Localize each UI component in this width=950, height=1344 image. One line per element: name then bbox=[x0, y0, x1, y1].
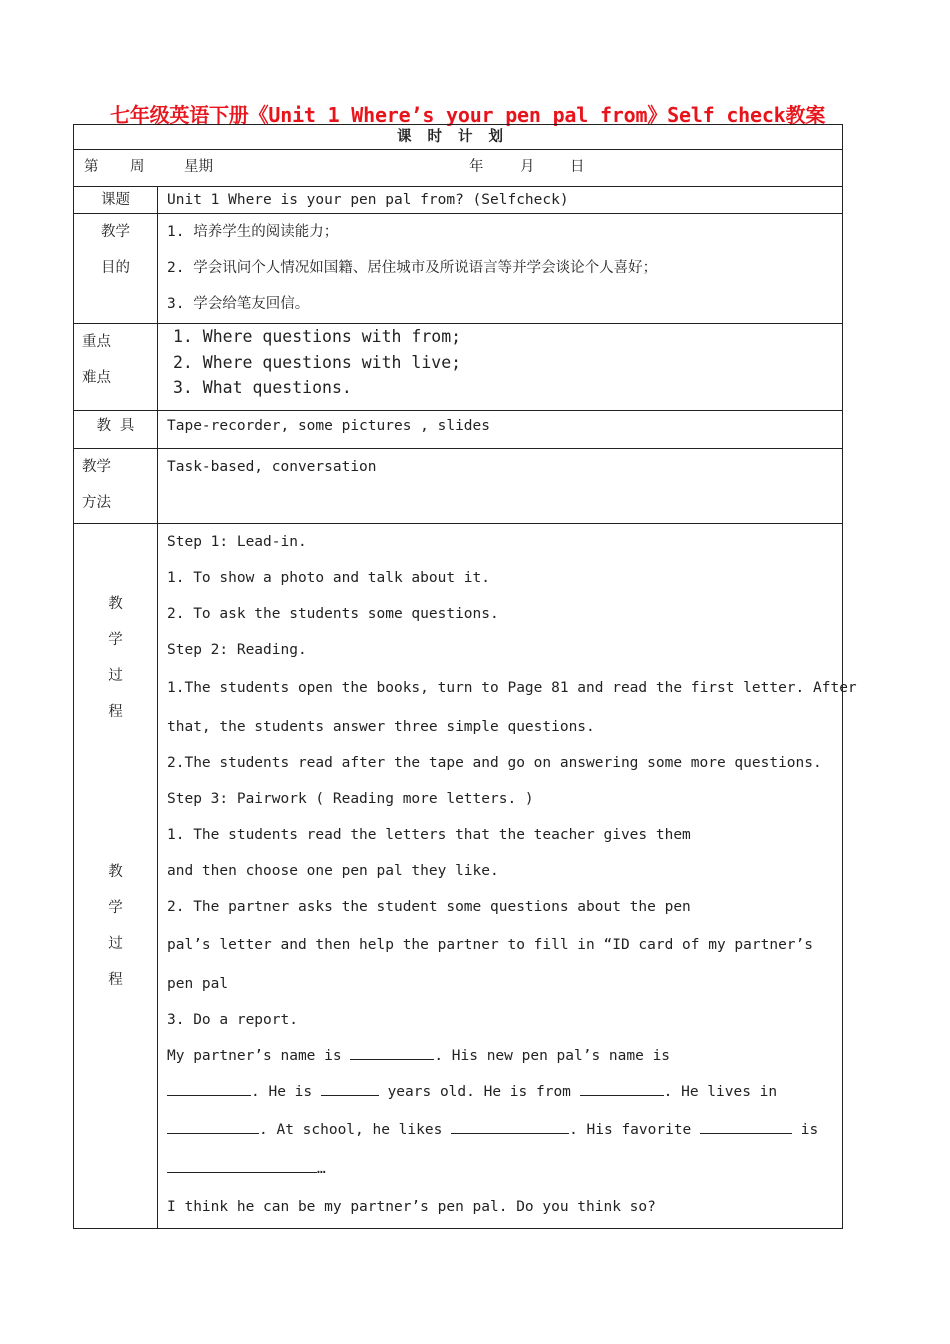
key-point-item: 3. What questions. bbox=[173, 378, 352, 397]
process-line: Step 2: Reading. bbox=[167, 642, 307, 658]
fill-blank bbox=[167, 1081, 251, 1096]
tools-value: Tape-recorder, some pictures , slides bbox=[158, 411, 843, 449]
date-year: 年 bbox=[469, 159, 484, 175]
report-line-2: . He is years old. He is from . He lives in bbox=[167, 1074, 842, 1110]
header-row bbox=[74, 125, 843, 150]
key-points-row bbox=[74, 324, 843, 411]
key-points-label-2: 难点 bbox=[82, 370, 111, 386]
topic-label: 课题 bbox=[74, 187, 158, 214]
process-line: pal’s letter and then help the partner to fill in “ID card of my partner’s bbox=[167, 937, 814, 953]
tools-label: 教 具 bbox=[74, 411, 158, 449]
objectives-label-2: 目的 bbox=[101, 260, 130, 276]
week-zhou: 周 bbox=[130, 159, 145, 175]
tools-row bbox=[74, 411, 843, 449]
process-label-char: 过 bbox=[108, 668, 123, 684]
week-xingqi: 星期 bbox=[184, 159, 213, 175]
objective-item: 1. 培养学生的阅读能力； bbox=[167, 224, 339, 240]
objectives-row bbox=[74, 214, 843, 324]
process-line: 1. To show a photo and talk about it. bbox=[167, 570, 491, 586]
process-line: 2. To ask the students some questions. bbox=[167, 606, 499, 622]
fill-blank bbox=[167, 1119, 259, 1134]
topic-value: Unit 1 Where is your pen pal from? (Selfcheck) bbox=[158, 187, 843, 214]
process-label-char: 过 bbox=[108, 936, 123, 952]
table-header: 课时计划 bbox=[74, 125, 843, 150]
fill-blank bbox=[321, 1081, 379, 1096]
process-line: 2. The partner asks the student some questions about the pen bbox=[167, 899, 691, 915]
report-line-1: My partner’s name is . His new pen pal’s name is bbox=[167, 1038, 842, 1074]
objective-item: 3. 学会给笔友回信。 bbox=[167, 296, 310, 312]
process-line: 1.The students open the books, turn to Page 81 and read the first letter. After bbox=[167, 680, 857, 696]
process-label-char: 程 bbox=[108, 704, 123, 720]
process-label-char: 程 bbox=[108, 972, 123, 988]
report-line-4: … bbox=[167, 1151, 842, 1187]
process-line: pen pal bbox=[167, 976, 229, 992]
fill-blank bbox=[700, 1119, 792, 1134]
report-line-3: . At school, he likes . His favorite is bbox=[167, 1110, 842, 1151]
method-row bbox=[74, 449, 843, 524]
fill-blank bbox=[580, 1081, 664, 1096]
objective-item: 2. 学会讯问个人情况如国籍、居住城市及所说语言等并学会谈论个人喜好； bbox=[167, 260, 658, 276]
process-row bbox=[74, 524, 843, 1229]
objectives-label-1: 教学 bbox=[101, 224, 130, 240]
process-label-char: 学 bbox=[108, 900, 123, 916]
date-month: 月 bbox=[520, 159, 535, 175]
method-label-1: 教学 bbox=[82, 459, 111, 475]
method-label-2: 方法 bbox=[82, 495, 111, 511]
key-point-item: 1. Where questions with from; bbox=[173, 327, 462, 346]
process-label-char: 教 bbox=[108, 596, 123, 612]
process-line: 1. The students read the letters that the teacher gives them bbox=[167, 827, 691, 843]
process-line: Step 1: Lead-in. bbox=[167, 534, 307, 550]
document-title: 七年级英语下册《Unit 1 Where’s your pen pal from》Self check教案 bbox=[110, 103, 826, 127]
process-label-char: 教 bbox=[108, 864, 123, 880]
fill-blank bbox=[451, 1119, 569, 1134]
process-line: 2.The students read after the tape and go on answering some more questions. bbox=[167, 755, 822, 771]
report-last-line: I think he can be my partner’s pen pal. Do you think so? bbox=[167, 1199, 656, 1215]
key-point-item: 2. Where questions with live; bbox=[173, 352, 462, 372]
fill-blank bbox=[350, 1045, 434, 1060]
fill-blank bbox=[167, 1158, 317, 1173]
method-value: Task-based, conversation bbox=[167, 459, 377, 475]
process-line: 3. Do a report. bbox=[167, 1012, 298, 1028]
process-line: Step 3: Pairwork ( Reading more letters. ) bbox=[167, 791, 534, 807]
key-points-label-1: 重点 bbox=[82, 334, 111, 350]
week-row bbox=[74, 150, 843, 187]
week-di: 第 bbox=[84, 159, 99, 175]
process-line: and then choose one pen pal they like. bbox=[167, 863, 499, 879]
process-label-char: 学 bbox=[108, 632, 123, 648]
lesson-plan-table bbox=[73, 124, 857, 1229]
process-line: that, the students answer three simple questions. bbox=[167, 719, 595, 735]
topic-row bbox=[74, 187, 843, 214]
date-day: 日 bbox=[570, 159, 585, 175]
